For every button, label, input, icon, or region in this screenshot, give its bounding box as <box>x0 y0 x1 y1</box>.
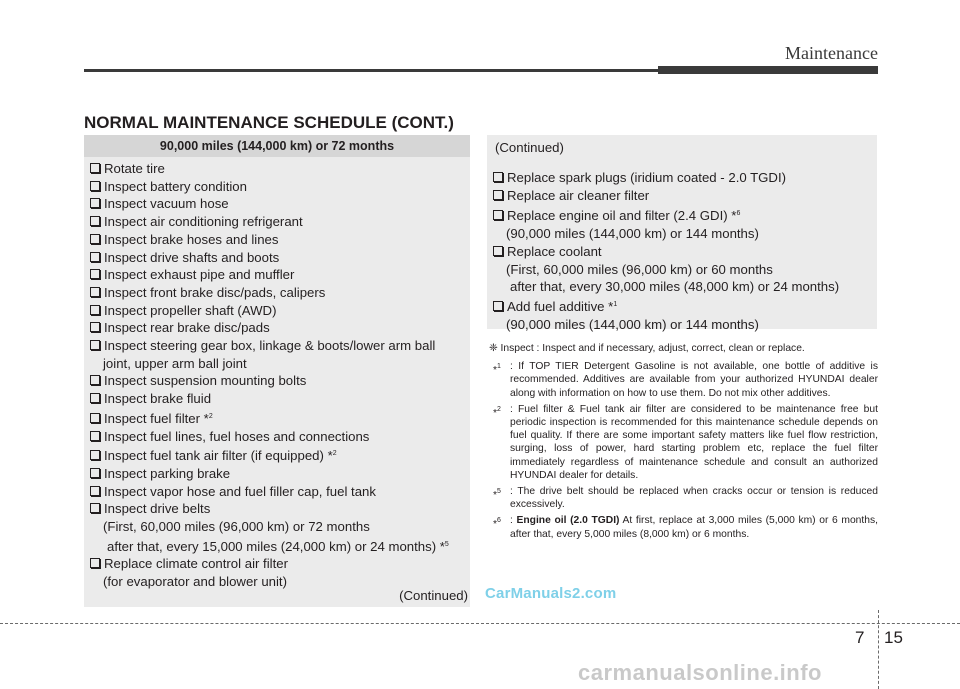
page-number: 15 <box>884 628 903 647</box>
footnote-text: At first, replace at 3,000 miles (5,000 km) or 6 months, after that, every 5,000 miles (8,000 km) or 6 months. <box>510 515 878 540</box>
section-title: Maintenance <box>785 43 878 63</box>
checkbox-icon <box>90 198 100 208</box>
item-text: (for evaporator and blower unit) <box>103 574 287 590</box>
item-text: (90,000 miles (144,000 km) or 144 months) <box>506 225 759 241</box>
item-text: Inspect steering gear box, linkage & boots/lower arm ball <box>104 338 436 354</box>
item-text: after that, every 30,000 miles (48,000 km) or 24 months) <box>510 279 840 295</box>
footnote-number: 6 <box>497 517 501 525</box>
footnote-colon: : <box>510 515 517 527</box>
list-item <box>487 243 877 261</box>
checkbox-icon <box>90 287 100 297</box>
header-rule <box>84 69 658 72</box>
right-item-list <box>487 161 877 334</box>
list-item <box>487 169 877 187</box>
continued-label: (Continued) <box>399 588 468 603</box>
item-text: Inspect propeller shaft (AWD) <box>104 302 277 318</box>
footnote <box>489 360 878 400</box>
list-item <box>84 428 470 446</box>
continued-label: (Continued) <box>495 140 564 155</box>
schedule-box-left <box>84 135 470 607</box>
item-text: (90,000 miles (144,000 km) or 144 months) <box>506 317 759 333</box>
checkbox-icon <box>90 163 100 173</box>
list-item <box>84 160 470 178</box>
list-item <box>84 249 470 267</box>
item-text: Replace engine oil and filter (2.4 GDI) * <box>507 207 737 223</box>
item-text: Inspect brake fluid <box>104 391 212 407</box>
item-text: joint, upper arm ball joint <box>103 355 247 371</box>
list-item <box>487 296 877 316</box>
footnote-number: 5 <box>497 488 501 496</box>
item-text: Inspect exhaust pipe and muffler <box>104 267 295 283</box>
item-text: Replace climate control air filter <box>104 556 288 572</box>
header-bar <box>658 66 878 74</box>
item-text: Inspect vacuum hose <box>104 196 229 212</box>
list-item <box>84 500 470 518</box>
checkbox-icon <box>493 190 503 200</box>
list-item <box>84 284 470 302</box>
checkbox-icon <box>90 252 100 262</box>
checkbox-icon <box>90 375 100 385</box>
checkbox-icon <box>90 305 100 315</box>
list-item <box>487 225 877 243</box>
footnote-text: : Fuel filter & Fuel tank air filter are considered to be maintenance free but periodic inspection is recommended for this maintenance schedule depends on fuel quality. If there are some important safety matters like fuel flow restriction, surging, loss of power, hard starting problem etc, replace the fuel filter immediately regardless of maintenance schedule and consult an authorized HYUNDAI dealer for details. <box>510 403 878 481</box>
list-item <box>84 319 470 337</box>
footnote-text: : If TOP TIER Detergent Gasoline is not available, one bottle of additive is recommended. Additives are available from your authorized HYUNDAI dealer along with information on how to use them. Do not mix other additives. <box>510 361 878 399</box>
list-item <box>84 465 470 483</box>
list-item <box>84 518 470 536</box>
inspect-note: ❈ Inspect : Inspect and if necessary, adjust, correct, clean or replace. <box>489 343 805 354</box>
footer-rule <box>0 623 960 624</box>
item-text: Inspect suspension mounting bolts <box>104 373 307 389</box>
list-item <box>84 555 470 573</box>
interval-header: 90,000 miles (144,000 km) or 72 months <box>84 135 470 157</box>
checkbox-icon <box>493 172 503 182</box>
chapter-number: 7 <box>855 628 865 647</box>
item-text: (First, 60,000 miles (96,000 km) or 60 months <box>506 261 773 277</box>
checkbox-icon <box>90 558 100 568</box>
list-item <box>487 278 877 296</box>
checkbox-icon <box>90 486 100 496</box>
list-item <box>487 205 877 225</box>
item-text: after that, every 15,000 miles (24,000 km) or 24 months) * <box>107 538 445 554</box>
list-item <box>84 266 470 284</box>
checkbox-icon <box>493 210 503 220</box>
schedule-box-right <box>487 135 877 333</box>
item-text: Inspect battery condition <box>104 178 247 194</box>
item-text: Inspect fuel filter * <box>104 410 209 426</box>
footnote-mark: *$^1$ <box>493 363 501 377</box>
item-text: Inspect air conditioning refrigerant <box>104 214 303 230</box>
checkbox-icon <box>90 234 100 244</box>
list-item <box>84 408 470 428</box>
list-item <box>84 355 470 373</box>
checkbox-icon <box>90 181 100 191</box>
left-item-list <box>84 157 470 591</box>
footnote <box>489 514 878 540</box>
footnote-ref: 2 <box>332 450 337 458</box>
item-text: Inspect fuel tank air filter (if equipped) * <box>104 448 333 464</box>
item-text: Inspect front brake disc/pads, calipers <box>104 284 326 300</box>
checkbox-icon <box>90 269 100 279</box>
item-text: Replace spark plugs (iridium coated - 2.0 TGDI) <box>507 170 787 185</box>
footnote-ref: 1 <box>613 301 618 309</box>
list-item <box>487 187 877 205</box>
list-item <box>487 261 877 279</box>
footnote-ref: 2 <box>208 412 213 420</box>
list-item <box>84 445 470 465</box>
item-text: Replace coolant <box>507 243 602 259</box>
watermark: CarManuals2.com <box>485 585 617 602</box>
checkbox-icon <box>90 450 100 460</box>
list-item <box>84 302 470 320</box>
footnote <box>489 403 878 482</box>
list-item <box>84 337 470 355</box>
footnotes <box>489 342 878 544</box>
item-text: Inspect rear brake disc/pads <box>104 320 270 336</box>
item-text: (First, 60,000 miles (96,000 km) or 72 months <box>103 519 370 535</box>
list-item <box>84 483 470 501</box>
checkbox-icon <box>493 246 503 256</box>
item-text: Rotate tire <box>104 161 165 176</box>
footnote-ref: 6 <box>736 209 741 217</box>
footnote-mark: *$^6$ <box>493 517 501 531</box>
footnote-mark: *$^2$ <box>493 405 501 419</box>
page-heading: NORMAL MAINTENANCE SCHEDULE (CONT.) <box>84 113 454 132</box>
site-logo: carmanualsonline.info <box>578 660 822 685</box>
footnote-number: 1 <box>497 363 501 371</box>
item-text: Inspect drive belts <box>104 501 211 517</box>
checkbox-icon <box>90 503 100 513</box>
list-item <box>84 195 470 213</box>
list-item <box>84 178 470 196</box>
footnote-ref: 5 <box>444 540 449 548</box>
item-text: Inspect vapor hose and fuel filler cap, fuel tank <box>104 483 376 499</box>
footnote-number: 2 <box>497 405 501 413</box>
checkbox-icon <box>90 468 100 478</box>
checkbox-icon <box>90 322 100 332</box>
checkbox-icon <box>90 431 100 441</box>
item-text: Inspect fuel lines, fuel hoses and connections <box>104 428 370 444</box>
list-item <box>84 390 470 408</box>
list-item <box>487 316 877 334</box>
checkbox-icon <box>493 301 503 311</box>
footnote-list <box>489 360 878 541</box>
checkbox-icon <box>90 216 100 226</box>
list-item <box>84 372 470 390</box>
item-text: Inspect parking brake <box>104 465 231 481</box>
item-text: Inspect brake hoses and lines <box>104 231 279 247</box>
footnote-mark: *$^5$ <box>493 488 501 502</box>
item-text: Add fuel additive * <box>507 299 614 315</box>
list-item <box>84 213 470 231</box>
page-divider <box>878 610 879 689</box>
footnote <box>489 485 878 511</box>
list-item <box>84 231 470 249</box>
footnote-text: : The drive belt should be replaced when cracks occur or tension is reduced excessively. <box>510 486 878 511</box>
checkbox-icon <box>90 340 100 350</box>
footnote-bold: Engine oil (2.0 TGDI) <box>516 515 620 527</box>
item-text: Replace air cleaner filter <box>507 187 650 203</box>
item-text: Inspect drive shafts and boots <box>104 249 280 265</box>
list-item <box>84 536 470 556</box>
checkbox-icon <box>90 393 100 403</box>
checkbox-icon <box>90 413 100 423</box>
